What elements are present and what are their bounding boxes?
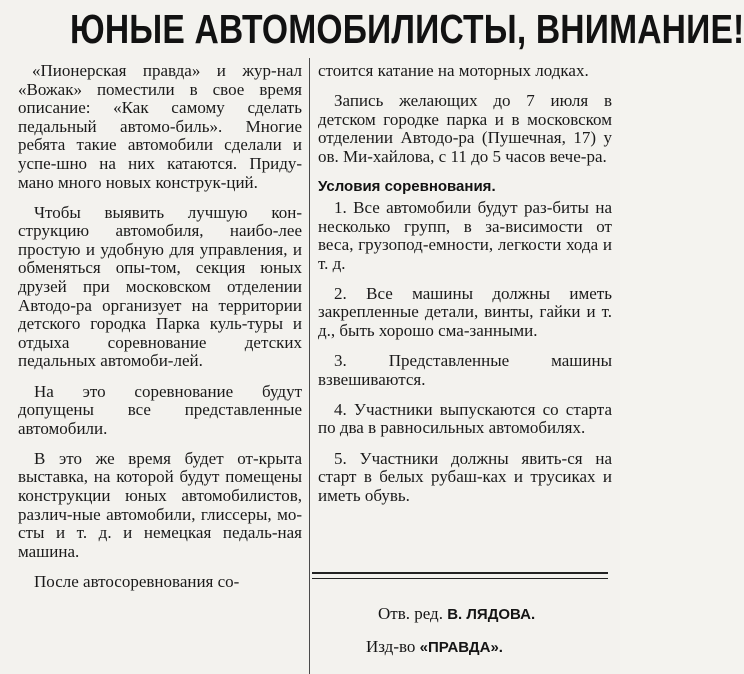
paragraph-after-competition: После автосоревнования со- — [34, 571, 240, 591]
paragraph-intro: «Пионерская правда» и жур-нал «Вожак» поместили в свое время описание: «Как самому сделать педальный автомо-биль». Многие ребята такие автомобили сделали и успе-шно на них катаются. Приду-мано много новых конструк-ций. — [18, 61, 302, 192]
editor-signature — [378, 604, 598, 625]
publisher-name: «ПРАВДА». — [419, 639, 503, 656]
condition-item: 3. Представленные машины взвешиваются. — [318, 351, 612, 389]
column-divider — [309, 58, 310, 674]
condition-item: 1. Все автомобили будут раз-биты на несколько групп, в за-висимости от веса, грузопод-емности, легкости хода и т. д. — [318, 197, 612, 273]
condition-item: 5. Участники должны явить-ся на старт в белых рубаш-ках и трусиках и иметь обувь. — [318, 448, 612, 505]
condition-item: 2. Все машины должны иметь закрепленные детали, винты, гайки и т. д., быть хорошо сма-занными. — [318, 283, 612, 341]
right-column — [318, 62, 612, 517]
paragraph-exhibition: В это же время будет от-крыта выставка, на которой будут помещены конструкции юных автомобилистов, различ-ные автомобили, глиссеры, мо-сты и т. д. и немецкая педаль-ная машина. — [18, 448, 302, 561]
condition-item: 4. Участники выпускаются со старта по два в равносильных автомобилях. — [318, 399, 612, 438]
conditions-heading: Условия соревнования. — [318, 177, 496, 195]
editor-prefix: Отв. ред. — [378, 604, 443, 623]
paragraph-registration: Запись желающих до 7 июля в детском городке парка и в московском отделении Автодо-ра (Пушечная, 17) у ов. Ми-хайлова, с 11 до 5 часов вече-ра. — [318, 91, 612, 166]
editor-name: В. ЛЯДОВА. — [447, 606, 536, 623]
paragraph-continuation: стоится катание на моторных лодках. — [318, 61, 589, 80]
paragraph-competition: Чтобы выявить лучшую кон-струкцию автомобиля, наибо-лее простую и удобную для управления, и обменяться опы-том, секция юных друзей при московском отделении Автодо-ра организует на территории детского городка Парка куль-туры и отдыха соревнование детских педальных автомоби-лей. — [18, 202, 302, 371]
double-rule-divider — [312, 572, 608, 579]
paragraph-admission: На это соревнование будут допущены все представленные автомобили. — [18, 381, 302, 438]
left-column — [18, 62, 302, 603]
headline: ЮНЫЕ АВТОМОБИЛИСТЫ, ВНИМАНИЕ! — [70, 6, 744, 52]
publisher-line — [366, 637, 606, 658]
publisher-prefix: Изд-во — [366, 637, 416, 656]
